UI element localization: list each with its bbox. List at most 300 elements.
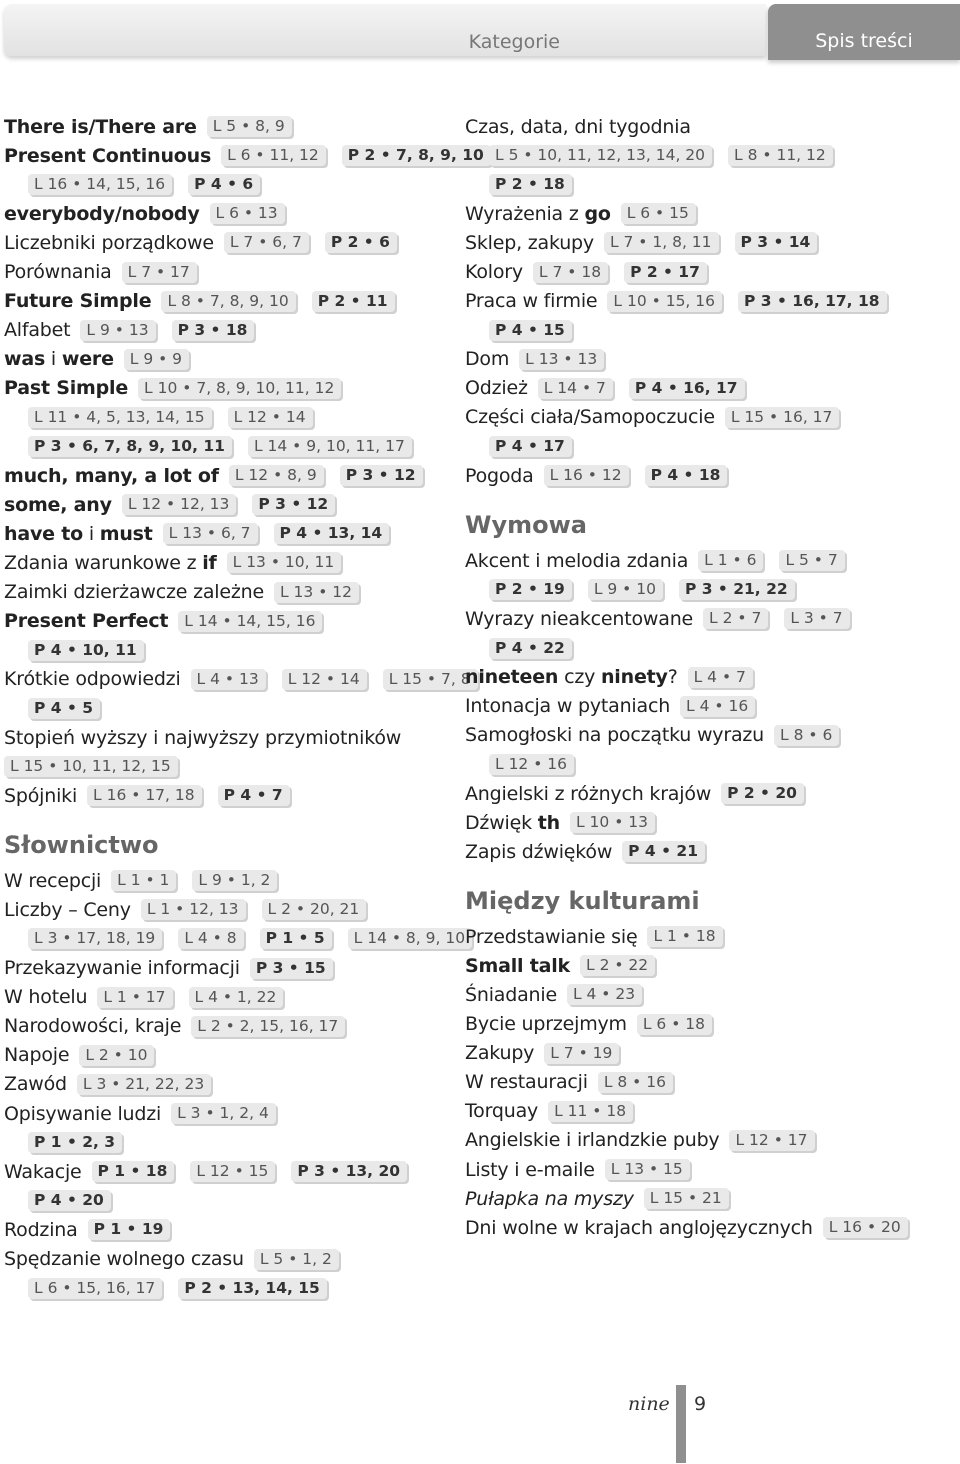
lesson-reference[interactable]: P 4 • 7 [218, 785, 290, 806]
entry-label [4, 1103, 161, 1125]
entry-label-part: everybody/nobody [4, 202, 200, 225]
entry-label-part: Odzież [465, 377, 528, 400]
entry-label-part: Napoje [4, 1044, 70, 1067]
entry-label [4, 319, 70, 341]
entry-label [4, 1161, 82, 1183]
entry-label [4, 116, 197, 138]
lesson-reference[interactable]: L 13 • 10, 11 [227, 552, 342, 573]
lesson-reference[interactable]: P 4 • 22 [489, 638, 572, 659]
entry-label-part: Narodowości, kraje [4, 1015, 182, 1038]
lesson-reference[interactable]: L 16 • 12 [544, 465, 629, 486]
entry-label [465, 1100, 538, 1122]
entry-label-part: Sklep, zakupy [465, 231, 594, 254]
entry-label-part: ? [667, 666, 678, 689]
index-entry [465, 1010, 955, 1039]
index-entry [4, 1099, 454, 1128]
entry-label [465, 666, 678, 688]
lesson-reference[interactable]: L 13 • 15 [605, 1159, 690, 1180]
lesson-reference[interactable]: L 3 • 7 [784, 608, 849, 629]
lesson-reference[interactable]: L 10 • 15, 16 [607, 291, 722, 312]
entry-label [465, 348, 509, 370]
lesson-reference[interactable]: P 1 • 2, 3 [28, 1132, 122, 1153]
lesson-reference[interactable]: P 4 • 5 [28, 698, 100, 719]
lesson-reference[interactable]: L 6 • 13 [210, 203, 285, 224]
lesson-reference[interactable]: L 5 • 8, 9 [207, 116, 292, 137]
lesson-reference[interactable]: P 2 • 11 [312, 291, 395, 312]
index-entry [465, 403, 955, 432]
vocabulary-list-left [4, 866, 466, 1302]
lesson-reference[interactable]: L 12 • 15 [190, 1161, 275, 1182]
index-entry [465, 345, 955, 374]
lesson-reference[interactable]: L 11 • 18 [548, 1101, 633, 1122]
entry-label-part: Dni wolne w krajach anglojęzycznych [465, 1216, 813, 1239]
heading-miedzy-kulturami: Między kulturami [465, 887, 700, 916]
lesson-reference[interactable]: P 2 • 20 [721, 783, 804, 804]
entry-label [4, 1015, 181, 1037]
lesson-reference[interactable]: P 4 • 16, 17 [629, 378, 745, 399]
lesson-reference[interactable]: L 16 • 14, 15, 16 [28, 174, 172, 195]
lesson-reference[interactable]: L 6 • 18 [637, 1014, 712, 1035]
index-entry [4, 895, 454, 924]
grammar-list [4, 112, 484, 810]
index-entry [4, 112, 454, 141]
entry-label-part: Zaimki dzierżawcze zależne [4, 581, 264, 604]
index-entry [465, 112, 955, 141]
index-entry [465, 721, 955, 750]
index-entry [465, 316, 955, 345]
entry-label-part: Liczby – Ceny [4, 898, 131, 921]
lesson-reference[interactable]: P 2 • 19 [489, 579, 572, 600]
heading-wymowa: Wymowa [465, 511, 587, 540]
lesson-reference[interactable]: L 2 • 10 [79, 1045, 154, 1066]
index-entry [4, 636, 454, 665]
lesson-reference[interactable]: L 4 • 23 [567, 984, 642, 1005]
entry-label-part: have to [4, 522, 83, 545]
lesson-reference[interactable]: L 8 • 7, 8, 9, 10 [161, 291, 295, 312]
lesson-reference[interactable]: L 6 • 15 [621, 203, 696, 224]
index-entry [465, 141, 955, 170]
entry-label-part: Past Simple [4, 377, 129, 400]
entry-label [465, 724, 764, 746]
entry-label [4, 1044, 69, 1066]
lesson-reference[interactable]: L 1 • 6 [698, 550, 763, 571]
lesson-reference[interactable]: L 14 • 8, 9, 10 [348, 928, 472, 949]
entry-label [4, 261, 112, 283]
entry-label [465, 377, 528, 399]
index-entry [4, 228, 454, 257]
entry-label-part: Porównania [4, 261, 112, 284]
entry-label [4, 523, 153, 545]
lesson-reference[interactable]: P 4 • 18 [645, 465, 728, 486]
entry-label-part: Alfabet [4, 319, 71, 342]
index-entry [465, 1184, 955, 1213]
entry-label [4, 465, 219, 487]
lesson-reference[interactable]: P 4 • 20 [28, 1190, 111, 1211]
index-entry [4, 866, 454, 895]
lesson-reference[interactable]: P 3 • 12 [340, 465, 423, 486]
entry-label [4, 1073, 67, 1095]
lesson-reference[interactable]: P 4 • 15 [489, 320, 572, 341]
index-entry [4, 374, 454, 403]
lesson-reference[interactable]: L 2 • 22 [580, 955, 655, 976]
entry-label [465, 1217, 813, 1239]
entry-label-part: Śniadanie [465, 983, 557, 1006]
lesson-reference[interactable]: L 7 • 1, 8, 11 [604, 232, 719, 253]
top-navigation [4, 4, 960, 60]
index-entry [4, 1186, 454, 1215]
entry-label [4, 899, 131, 921]
index-entry [465, 432, 955, 461]
entry-label [465, 550, 688, 572]
entry-label [4, 145, 211, 167]
index-entry [4, 578, 454, 607]
index-entry [4, 432, 454, 461]
lesson-reference[interactable]: L 5 • 1, 2 [254, 1249, 339, 1270]
entry-label-part: Przedstawianie się [465, 925, 638, 948]
lesson-reference[interactable]: L 8 • 16 [598, 1072, 673, 1093]
entry-label-part: Wyrażenia z [465, 202, 585, 225]
lesson-reference[interactable]: L 1 • 12, 13 [141, 899, 246, 920]
entry-label [4, 232, 214, 254]
index-entry [465, 808, 955, 837]
index-entry [4, 461, 454, 490]
entry-label-part: Present Continuous [4, 144, 212, 167]
entry-label-part: Wyrazy nieakcentowane [465, 607, 694, 630]
lesson-reference[interactable]: L 6 • 15, 16, 17 [28, 1278, 162, 1299]
entry-label-part: Akcent i melodia zdania [465, 549, 689, 572]
entry-label-part: Angielski z różnych krajów [465, 782, 712, 805]
lesson-reference[interactable]: L 5 • 7 [779, 550, 844, 571]
entry-label-part: Kolory [465, 261, 523, 284]
entry-label-part: czy [558, 666, 601, 689]
lesson-reference[interactable]: L 1 • 1 [111, 870, 176, 891]
lesson-reference[interactable]: L 7 • 17 [122, 262, 197, 283]
index-entry [465, 837, 955, 866]
index-entry [4, 607, 454, 636]
entry-label [4, 290, 151, 312]
entry-label-part: Dźwięk [465, 811, 538, 834]
entry-label [4, 668, 181, 690]
lesson-reference[interactable]: L 9 • 13 [80, 320, 155, 341]
entry-label [465, 232, 594, 254]
lesson-reference[interactable]: P 2 • 7, 8, 9, 10 [342, 145, 491, 166]
lesson-reference[interactable]: L 13 • 13 [519, 349, 604, 370]
entry-label [4, 203, 200, 225]
index-entry [4, 723, 454, 752]
lesson-reference[interactable]: L 3 • 1, 2, 4 [171, 1103, 276, 1124]
lesson-reference[interactable]: L 7 • 19 [544, 1043, 619, 1064]
entry-label-part: W restauracji [465, 1071, 588, 1094]
entry-label [465, 261, 523, 283]
entry-label [465, 406, 715, 428]
entry-label [465, 783, 711, 805]
lesson-reference[interactable]: L 14 • 14, 15, 16 [178, 611, 322, 632]
index-entry [4, 781, 454, 810]
entry-label-part: Części ciała/Samopoczucie [465, 406, 715, 429]
lesson-reference[interactable]: L 15 • 7, 8 [383, 669, 478, 690]
lesson-reference[interactable]: P 2 • 17 [624, 262, 707, 283]
entry-label [465, 926, 637, 948]
entry-label-part: Zakupy [465, 1042, 535, 1065]
lesson-reference[interactable]: L 9 • 9 [124, 349, 189, 370]
index-entry [465, 170, 955, 199]
entry-label-part: Zawód [4, 1073, 67, 1096]
left-column [4, 112, 484, 1303]
entry-label-part: if [202, 551, 217, 574]
index-entry [4, 287, 454, 316]
entry-label [4, 552, 217, 574]
lesson-reference[interactable]: L 7 • 18 [533, 262, 608, 283]
index-entry [4, 345, 454, 374]
index-entry [4, 519, 454, 548]
footer-divider [676, 1385, 686, 1463]
entry-label-part: Present Perfect [4, 610, 169, 633]
index-entry [465, 257, 955, 286]
entry-label [465, 1159, 595, 1181]
vocabulary-list-right [465, 112, 955, 490]
entry-label [465, 695, 670, 717]
index-entry [4, 199, 454, 228]
entry-label [465, 841, 612, 863]
entry-label-part: Praca w firmie [465, 290, 598, 313]
lesson-reference[interactable]: L 2 • 20, 21 [262, 899, 367, 920]
lesson-reference[interactable]: P 1 • 5 [260, 928, 332, 949]
index-entry [465, 980, 955, 1009]
lesson-reference[interactable]: P 3 • 21, 22 [679, 579, 795, 600]
entry-label-part: Opisywanie ludzi [4, 1102, 162, 1125]
entry-label-part: was [4, 348, 46, 371]
entry-label-part: Zdania warunkowe z [4, 551, 203, 574]
entry-label [465, 1129, 719, 1151]
entry-label-part: Spędzanie wolnego czasu [4, 1248, 244, 1271]
lesson-reference[interactable]: P 3 • 14 [735, 232, 818, 253]
index-entry [465, 1126, 955, 1155]
lesson-reference[interactable]: L 4 • 8 [178, 928, 243, 949]
lesson-reference[interactable]: L 3 • 21, 22, 23 [77, 1074, 211, 1095]
lesson-reference[interactable]: P 1 • 19 [88, 1219, 171, 1240]
lesson-reference[interactable]: L 12 • 17 [729, 1130, 814, 1151]
heading-slownictwo: Słownictwo [4, 831, 159, 860]
index-entry [465, 461, 955, 490]
index-entry [465, 575, 955, 604]
entry-label-part: W recepcji [4, 869, 102, 892]
lesson-reference[interactable]: P 4 • 17 [489, 436, 572, 457]
entry-label [465, 465, 534, 487]
index-entry [4, 924, 466, 953]
right-column [465, 112, 955, 1242]
entry-label [465, 812, 560, 834]
lesson-reference[interactable]: L 6 • 11, 12 [221, 145, 326, 166]
lesson-reference[interactable]: L 4 • 7 [688, 667, 753, 688]
lesson-reference[interactable]: L 10 • 13 [570, 812, 655, 833]
index-entry [4, 694, 454, 723]
index-entry [4, 954, 454, 983]
index-entry [4, 665, 471, 694]
index-entry [465, 692, 955, 721]
lesson-reference[interactable]: L 16 • 20 [823, 1217, 908, 1238]
lesson-reference[interactable]: L 8 • 6 [774, 725, 839, 746]
lesson-reference[interactable]: L 12 • 14 [282, 669, 367, 690]
index-entry [465, 750, 955, 779]
lesson-reference[interactable]: P 3 • 13, 20 [291, 1161, 407, 1182]
entry-label-part: Small talk [465, 954, 570, 977]
lesson-reference[interactable]: L 14 • 7 [538, 378, 613, 399]
lesson-reference[interactable]: L 3 • 17, 18, 19 [28, 928, 162, 949]
entry-label-part: much, many, a lot of [4, 464, 219, 487]
entry-label [465, 984, 557, 1006]
lesson-reference[interactable]: L 9 • 10 [588, 579, 663, 600]
entry-label [4, 348, 114, 370]
lesson-reference[interactable]: P 2 • 18 [489, 174, 572, 195]
lesson-reference[interactable]: L 12 • 16 [489, 754, 574, 775]
index-entry [4, 1274, 454, 1303]
entry-label [465, 955, 570, 977]
index-entry [465, 663, 955, 692]
lesson-reference[interactable]: L 12 • 8, 9 [229, 465, 324, 486]
entry-label-part: some, any [4, 493, 112, 516]
entry-label-part: Zapis dźwięków [465, 840, 613, 863]
lesson-reference[interactable]: L 9 • 1, 2 [192, 870, 277, 891]
lesson-reference[interactable]: P 3 • 15 [250, 958, 333, 979]
entry-label-part: Bycie uprzejmym [465, 1013, 627, 1036]
entry-label-part: Spójniki [4, 784, 78, 807]
lesson-reference[interactable]: L 7 • 6, 7 [224, 232, 309, 253]
page-number: 9 [694, 1393, 707, 1415]
lesson-reference[interactable]: L 15 • 10, 11, 12, 15 [4, 756, 178, 777]
entry-label-part: nineteen [465, 666, 559, 689]
lesson-reference[interactable]: L 5 • 10, 11, 12, 13, 14, 20 [489, 145, 712, 166]
entry-label [4, 1248, 244, 1270]
index-entry [4, 1157, 454, 1186]
index-entry [4, 316, 454, 345]
lesson-reference[interactable]: L 13 • 12 [274, 582, 359, 603]
entry-label [4, 870, 101, 892]
entry-label-part: ninety [600, 666, 668, 689]
entry-label-part: Dom [465, 348, 510, 371]
entry-label-part: Pułapka na myszy [465, 1187, 634, 1210]
lesson-reference[interactable]: P 2 • 13, 14, 15 [178, 1278, 327, 1299]
entry-label-part: Torquay [465, 1100, 539, 1123]
lesson-reference[interactable]: P 2 • 6 [325, 232, 397, 253]
lesson-reference[interactable]: P 1 • 18 [92, 1161, 175, 1182]
index-entry [4, 752, 454, 781]
lesson-reference[interactable]: P 4 • 6 [188, 174, 260, 195]
lesson-reference[interactable]: L 15 • 16, 17 [725, 407, 840, 428]
lesson-reference[interactable]: L 4 • 13 [191, 669, 266, 690]
lesson-reference[interactable]: P 4 • 13, 14 [274, 523, 390, 544]
index-entry [4, 1128, 454, 1157]
index-entry [4, 548, 454, 577]
tab-spis-tresci[interactable]: Spis treści [768, 4, 960, 60]
index-entry [465, 1068, 955, 1097]
index-entry [4, 1244, 454, 1273]
entry-label [4, 986, 87, 1008]
entry-label-part: Czas, data, dni tygodnia [465, 115, 691, 138]
culture-list [465, 922, 955, 1242]
lesson-reference[interactable]: L 11 • 4, 5, 13, 14, 15 [28, 407, 212, 428]
lesson-reference[interactable]: L 13 • 6, 7 [163, 523, 258, 544]
index-entry [465, 604, 955, 633]
lesson-reference[interactable]: L 12 • 14 [228, 407, 313, 428]
lesson-reference[interactable]: L 1 • 18 [647, 926, 722, 947]
index-entry [465, 1097, 955, 1126]
lesson-reference[interactable]: L 16 • 17, 18 [87, 785, 202, 806]
entry-label-part: Przekazywanie informacji [4, 957, 240, 980]
entry-label [4, 1219, 78, 1241]
entry-label [4, 957, 240, 979]
entry-label-part: must [99, 522, 153, 545]
index-entry [4, 1012, 454, 1041]
index-entry [465, 1213, 955, 1242]
entry-label-part: There is/There are [4, 115, 197, 138]
entry-label [4, 785, 77, 807]
lesson-reference[interactable]: P 3 • 18 [172, 320, 255, 341]
lesson-reference[interactable]: P 3 • 12 [252, 494, 335, 515]
lesson-reference[interactable]: L 14 • 9, 10, 11, 17 [248, 436, 412, 457]
entry-label [4, 727, 401, 749]
entry-label [465, 1013, 627, 1035]
page-number-word: nine [628, 1393, 670, 1415]
lesson-reference[interactable]: L 2 • 7 [703, 608, 768, 629]
index-entry [465, 922, 955, 951]
entry-label [4, 610, 168, 632]
index-entry [465, 228, 955, 257]
index-entry [465, 1039, 955, 1068]
entry-label-part: Stopień wyższy i najwyższy przymiotników [4, 726, 402, 749]
index-entry [465, 287, 955, 316]
entry-label [4, 377, 128, 399]
entry-label-part: Wakacje [4, 1160, 82, 1183]
index-entry [4, 170, 454, 199]
entry-label [465, 608, 693, 630]
index-entry [4, 983, 454, 1012]
tab-kategorie[interactable]: Kategorie [468, 31, 560, 53]
lesson-reference[interactable]: P 4 • 10, 11 [28, 640, 144, 661]
lesson-reference[interactable]: L 4 • 1, 22 [189, 987, 284, 1008]
lesson-reference[interactable]: L 12 • 12, 13 [122, 494, 237, 515]
entry-label-part: Intonacja w pytaniach [465, 695, 671, 718]
entry-label-part: i [82, 522, 100, 545]
lesson-reference[interactable]: L 2 • 2, 15, 16, 17 [191, 1016, 345, 1037]
index-entry [465, 199, 955, 228]
index-entry [4, 141, 484, 170]
lesson-reference[interactable]: L 1 • 17 [97, 987, 172, 1008]
entry-label [465, 290, 597, 312]
lesson-reference[interactable]: P 3 • 6, 7, 8, 9, 10, 11 [28, 436, 232, 457]
entry-label-part: i [45, 348, 62, 371]
entry-label-part: Liczebniki porządkowe [4, 231, 214, 254]
lesson-reference[interactable]: P 3 • 16, 17, 18 [738, 291, 887, 312]
entry-label-part: Listy i e-maile [465, 1158, 595, 1181]
index-entry [4, 490, 454, 519]
lesson-reference[interactable]: L 4 • 16 [680, 696, 755, 717]
lesson-reference[interactable]: P 4 • 21 [622, 841, 705, 862]
entry-label-part: go [584, 202, 611, 225]
entry-label [465, 1071, 588, 1093]
index-entry [465, 951, 955, 980]
index-entry [4, 1070, 454, 1099]
lesson-reference[interactable]: L 10 • 7, 8, 9, 10, 11, 12 [138, 378, 341, 399]
entry-label [465, 116, 691, 138]
lesson-reference[interactable]: L 15 • 21 [644, 1188, 729, 1209]
entry-label-part: Krótkie odpowiedzi [4, 668, 181, 691]
index-entry [465, 374, 955, 403]
index-entry [465, 634, 955, 663]
lesson-reference[interactable]: L 8 • 11, 12 [728, 145, 833, 166]
index-entry [4, 403, 454, 432]
entry-label [465, 1042, 534, 1064]
index-entry [465, 1155, 955, 1184]
